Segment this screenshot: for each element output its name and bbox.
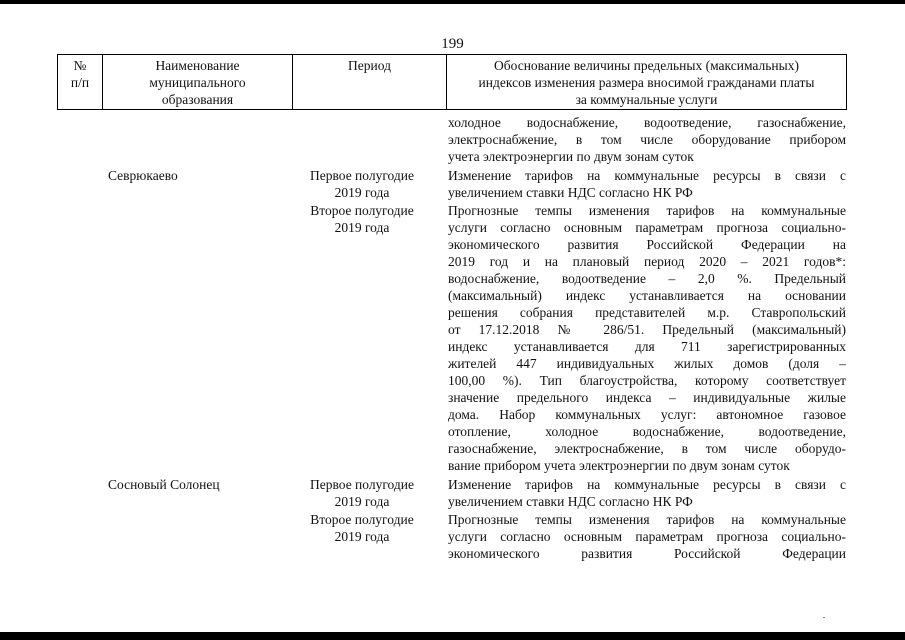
municipality-name: Сосновый Солонец	[108, 477, 220, 492]
text-line: услуги согласно основным параметрам прогноза социально-	[448, 529, 846, 544]
text-line: жителей 447 индивидуальных жилых домов (доля –	[448, 356, 846, 371]
text-line: экономического развития Российской Федерации на	[448, 237, 846, 252]
basis-forecast	[448, 511, 846, 562]
header-text: Период	[348, 58, 391, 73]
period-text: 2019 года	[334, 220, 390, 235]
text-line: холодное водоснабжение, водоотведение, газоснабжение,	[448, 115, 846, 130]
text-line: Изменение тарифов на коммунальные ресурсы в связи с	[448, 477, 846, 492]
text-line: отопление, холодное водоснабжение, водоотведение,	[448, 424, 846, 439]
continuation-text	[448, 114, 846, 165]
text-line: индекс устанавливается для 711 зарегистрированных	[448, 339, 846, 354]
header-col-period	[293, 55, 447, 109]
text-line: дома. Набор коммунальных услуг: автономное газовое	[448, 407, 846, 422]
period-text: Первое полугодие	[310, 168, 414, 183]
text-line: (максимальный) индекс устанавливается на основании	[448, 288, 846, 303]
scan-speck	[823, 617, 825, 618]
page-number: 199	[441, 36, 464, 52]
header-text: Наименование	[155, 58, 240, 73]
text-line: электроснабжение, в том числе оборудование прибором	[448, 132, 846, 147]
text-line: Изменение тарифов на коммунальные ресурсы в связи с	[448, 168, 846, 183]
text-line: решения собрания представителей м.р. Ставропольский	[448, 305, 846, 320]
text-line: Прогнозные темпы изменения тарифов на коммунальные	[448, 512, 846, 527]
text-line: увеличением ставки НДС согласно НК РФ	[448, 185, 693, 200]
basis-vat-change	[448, 167, 846, 201]
header-text: за коммунальные услуги	[575, 92, 718, 107]
basis-vat-change	[448, 476, 846, 510]
text-line: увеличением ставки НДС согласно НК РФ	[448, 494, 693, 509]
period-first-half	[296, 167, 428, 201]
header-text: муниципального	[149, 75, 246, 90]
period-first-half	[296, 476, 428, 510]
period-text: Второе полугодие	[310, 512, 414, 527]
header-col-number	[58, 55, 103, 109]
period-second-half	[296, 511, 428, 545]
text-line: экономического развития Российской Федерации	[448, 546, 846, 561]
text-line: от 17.12.2018 № 286/51. Предельный (максимальный)	[448, 322, 846, 337]
basis-forecast	[448, 202, 846, 474]
header-col-basis	[447, 55, 846, 109]
scan-top-border	[0, 0, 905, 4]
header-text: индексов изменения размера вносимой гражданами платы	[478, 75, 815, 90]
header-text: образования	[161, 92, 234, 107]
header-text: п/п	[70, 75, 90, 90]
header-col-municipality	[103, 55, 293, 109]
text-line: услуги согласно основным параметрам прогноза социально-	[448, 220, 846, 235]
text-line: Прогнозные темпы изменения тарифов на коммунальные	[448, 203, 846, 218]
text-line: вание прибором учета электроэнергии по двум зонам суток	[448, 458, 790, 473]
period-text: 2019 года	[334, 185, 390, 200]
text-line: водоснабжение, водоотведение – 2,0 %. Предельный	[448, 271, 846, 286]
text-line: газоснабжение, электроснабжение, в том числе оборудо-	[448, 441, 846, 456]
scan-bottom-border	[0, 632, 905, 640]
period-text: Первое полугодие	[310, 477, 414, 492]
period-text: 2019 года	[334, 494, 390, 509]
header-text: №	[73, 58, 87, 73]
period-text: Второе полугодие	[310, 203, 414, 218]
text-line: 100,00 %). Тип благоустройства, которому соответствует	[448, 373, 846, 388]
period-text: 2019 года	[334, 529, 390, 544]
text-line: учета электроэнергии по двум зонам суток	[448, 149, 694, 164]
text-line: значение предельного индекса – индивидуальные жилые	[448, 390, 846, 405]
text-line: 2019 год и на плановый период 2020 – 2021 годов*:	[448, 254, 846, 269]
municipality-name: Севрюкаево	[108, 168, 178, 183]
period-second-half	[296, 202, 428, 236]
table-header	[57, 54, 847, 110]
header-text: Обоснование величины предельных (максимальных)	[494, 58, 799, 73]
